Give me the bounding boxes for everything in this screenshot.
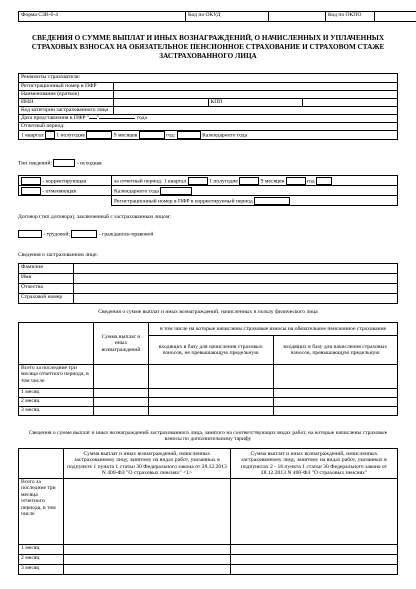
civil-checkbox[interactable] (71, 230, 97, 238)
form-code: Форма СЗВ-6-4 (19, 12, 94, 22)
date-row: Дата представления в ПФР " " года (19, 115, 398, 123)
additional-row-label: 2 месяц (19, 555, 64, 565)
contract-row: - трудовой; - гражданско-правовой (18, 230, 153, 238)
additional-col2: Сумма выплат и иных вознаграждений, начисленных застрахованному лицу, занятому на видах работ, указанных в подпунктах 2 - 18 пункта 1 статьи 30 Федерального закона от 28.12.2013 N 400-ФЗ "О страховых пенсиях" (231, 449, 398, 479)
category-label: Код категории застрахованного лица (19, 107, 114, 115)
kpp-label: КПП (208, 99, 303, 107)
payments-col-incl: в том числе на которые начислены страховые взносы на обязательное пенсионное страхование (149, 323, 398, 336)
period-label: Отчетный период: (19, 123, 398, 131)
surname-label: Фамилия (19, 264, 74, 274)
corrective-checkbox[interactable] (21, 177, 41, 185)
insurance-no-field[interactable] (74, 294, 398, 304)
additional-col1: Сумма выплат и иных вознаграждений, начисленных застрахованному лицу, занятому на видах работ, указанных в подпункте 1 пункта 1 статьи 30 Федерального закона от 28.12.2013 N 400-ФЗ "О страховых пенсиях" <1> (64, 449, 231, 479)
reg-number-field[interactable] (113, 83, 397, 91)
additional-row-label: Всего за последние три месяца отчетного периода, в том числе (19, 479, 64, 545)
payments-col-under: входящих в базу для начисления страховых взносов, не превышающую предельную (149, 336, 274, 365)
payments-row-label: 3 месяц (19, 407, 94, 416)
additional-row-label: 1 месяц (19, 545, 64, 555)
payments-col-sum: Сумма выплат и иных вознаграждений (94, 323, 149, 365)
firstname-label: Имя (19, 274, 74, 284)
payments-row-label: 1 месяц (19, 389, 94, 398)
okud-label: Код по ОКУД (186, 12, 269, 22)
name-label: Наименование (краткое) (19, 91, 114, 99)
requisites-label: Реквизиты страхователя: (19, 74, 398, 83)
corr-q1-checkbox[interactable] (188, 177, 208, 185)
corr-regnum-field[interactable] (254, 197, 290, 205)
h1-checkbox[interactable] (86, 131, 112, 139)
inn-field[interactable] (113, 99, 208, 107)
additional-row-label: 3 месяц (19, 565, 64, 575)
cancel-checkbox[interactable] (21, 187, 41, 195)
insurer-table (18, 73, 398, 140)
header-table (18, 11, 416, 22)
payments-caption: Сведения о сумме выплат и иных вознаграждений, начисленных в пользу физического лица (98, 309, 318, 315)
firstname-field[interactable] (74, 274, 398, 284)
inn-label: ИНН (19, 99, 114, 107)
labor-checkbox[interactable] (18, 230, 42, 238)
additional-table (18, 448, 398, 575)
corr-h1-checkbox[interactable] (239, 177, 259, 185)
corr-m9-checkbox[interactable] (286, 177, 306, 185)
reg-number-label: Регистрационный номер в ПФР (19, 83, 114, 91)
info-type-row: Тип сведений: - исходная (18, 160, 102, 167)
patronymic-label: Отчество (19, 284, 74, 294)
person-table (18, 263, 398, 304)
date-month-field[interactable] (99, 118, 135, 119)
corr-calyear-field[interactable] (160, 187, 192, 195)
okud-field[interactable] (269, 12, 326, 22)
additional-caption: Сведения о сумме выплат и иных вознаграждений застрахованного лица, занятого на соответствующих видах работ, на которые начислены страховые взносы по дополнительному тарифу (28, 430, 388, 443)
surname-field[interactable] (74, 264, 398, 274)
person-label: Сведения о застрахованном лице: (18, 252, 99, 258)
corr-year-checkbox[interactable] (316, 177, 332, 185)
okpo-field[interactable] (375, 12, 416, 22)
info-type-table: - корректирующая за отчетный период: 1 квартал 1 полугодие 9 месяцев год - отменяющая Календарного года Регистрационный номер в ПФР в корректируемый период (18, 175, 398, 206)
year-checkbox[interactable] (177, 131, 201, 139)
category-field[interactable] (113, 107, 397, 115)
q1-checkbox[interactable] (45, 131, 55, 139)
payments-col-over: входящих в базу для начисления страховых взносов, превышающую предельную (273, 336, 398, 365)
original-checkbox[interactable] (53, 159, 75, 167)
payments-row-label: 2 месяц (19, 398, 94, 407)
payments-table (18, 322, 398, 416)
patronymic-field[interactable] (74, 284, 398, 294)
kpp-field[interactable] (303, 99, 398, 107)
for-period-row: за отчетный период: 1 квартал 1 полугодие 9 месяцев год (112, 176, 398, 186)
page-title: СВЕДЕНИЯ О СУММЕ ВЫПЛАТ И ИНЫХ ВОЗНАГРАЖДЕНИЙ, О НАЧИСЛЕННЫХ И УПЛАЧЕННЫХ СТРАХОВЫХ ВЗНОСАХ НА ОБЯЗАТЕЛЬНОЕ ПЕНСИОННОЕ СТРАХОВАНИЕ И СТРАХОВОМ СТАЖЕ ЗАСТРАХОВАННОГО ЛИЦА (31, 34, 385, 60)
m9-checkbox[interactable] (139, 131, 165, 139)
okpo-label: Код по ОКПО (326, 12, 375, 22)
period-row: 1 квартал 1 полугодие 9 месяцев год: Календарного года (19, 131, 398, 140)
contract-label: Договор (тип договора), заключенный с застрахованным лицом: (18, 214, 171, 220)
payments-row-label: Всего за последние три месяца отчетного периода, в том числе (19, 365, 94, 389)
insurance-no-label: Страховой номер (19, 294, 74, 304)
name-field[interactable] (113, 91, 397, 99)
